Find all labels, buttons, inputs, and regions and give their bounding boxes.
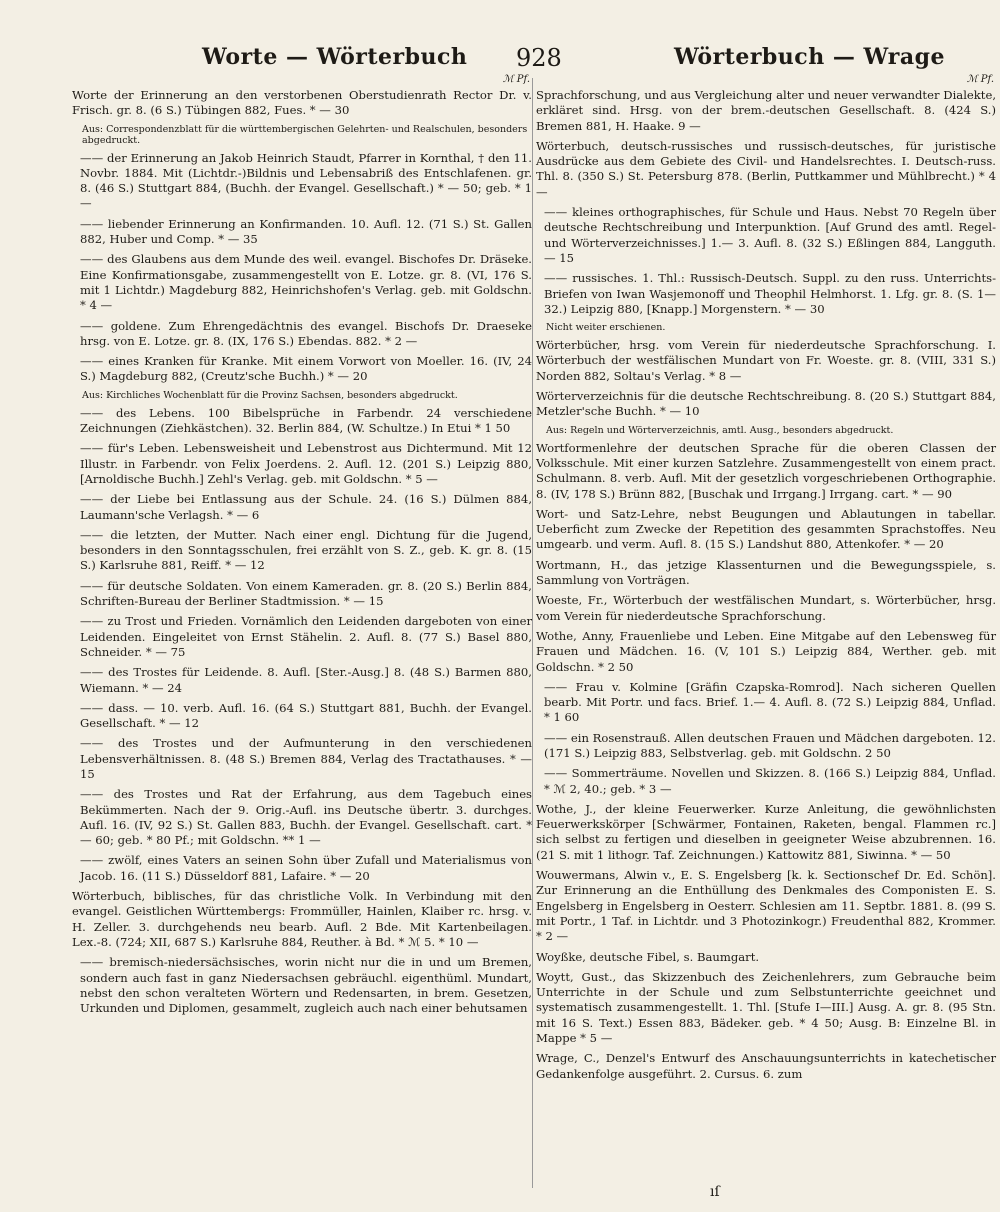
bibliography-entry: Wouwermans, Alwin v., E. S. Engelsberg [k. k. Sectionschef Dr. Ed. Schön]. Zur Erinnerung an die Enthüllung des Denkmales des Componisten E. S. Engelsberg in Engelsberg in Oesterr. Schlesien am 11. Septbr. 1881. 8. (99 S. mit Portr., 1 Taf. in Lichtdr. und 3 Photozinkogr.) Freudenthal 882, Krommer. * 2 — xyxy=(536,868,996,944)
bibliography-entry: —— des Trostes und Rat der Erfahrung, aus dem Tagebuch eines Bekümmerten. Nach der 9. Orig.-Aufl. ins Deutsche übertr. 3. durchges. Aufl. 16. (IV, 92 S.) St. Gallen 883, Buchh. der Evangel. Gesellschaft. cart. * — 60; geb. * 80 Pf.; mit Goldschn. ** 1 — xyxy=(80,787,532,848)
left-column xyxy=(72,74,532,1021)
bibliography-entry: —— des Trostes für Leidende. 8. Aufl. [Ster.-Ausg.] 8. (48 S.) Barmen 880, Wiemann. * — 24 xyxy=(80,665,532,695)
column-divider xyxy=(532,78,533,1188)
bibliography-entry: —— Sommerträume. Novellen und Skizzen. 8. (166 S.) Leipzig 884, Unflad. * ℳ 2, 40.; geb. * 3 — xyxy=(544,766,996,796)
bibliography-entry: —— eines Kranken für Kranke. Mit einem Vorwort von Moeller. 16. (IV, 24 S.) Magdeburg 882, (Creutz'sche Buchh.) * — 20 xyxy=(80,354,532,384)
bibliography-entry: Sprachforschung, und aus Vergleichung alter und neuer verwandter Dialekte, erkläret sind. Hrsg. von der brem.-deutschen Gesellschaft. 8. (424 S.) Bremen 881, H. Haake. 9 — xyxy=(536,88,996,133)
header-right-title: Wörterbuch — Wrage xyxy=(674,44,945,70)
entry-note: Aus: Kirchliches Wochenblatt für die Provinz Sachsen, besonders abgedruckt. xyxy=(82,389,458,401)
bibliography-entry: —— des Glaubens aus dem Munde des weil. evangel. Bischofes Dr. Dräseke. Eine Konfirmationsgabe, zusammengestellt von E. Lotze. gr. 8. (VI, 176 S. mit 1 Lichtdr.) Magdeburg 882, Heinrichshofen's Verlag. geb. mit Goldschn. * 4 — xyxy=(80,252,532,313)
bibliography-entry: —— Frau v. Kolmine [Gräfin Czapska-Romrod]. Nach sicheren Quellen bearb. Mit Portr. und facs. Brief. 1.— 4. Aufl. 8. (72 S.) Leipzig 884, Unflad. * 1 60 xyxy=(544,679,996,725)
currency-column-head: ℳ Pf. xyxy=(966,74,994,85)
bibliography-entry: —— für deutsche Soldaten. Von einem Kameraden. gr. 8. (20 S.) Berlin 884, Schriften-Bureau der Berliner Stadtmission. * — 15 xyxy=(80,578,532,609)
bibliography-entry: —— zwölf, eines Vaters an seinen Sohn über Zufall und Materialismus von Jacob. 16. (11 S.) Düsseldorf 881, Lafaire. * — 20 xyxy=(80,853,532,883)
header-left-title: Worte — Wörterbuch xyxy=(202,44,468,70)
bibliography-entry: —— des Trostes und der Aufmunterung in den verschiedenen Lebensverhältnissen. 8. (48 S.) Bremen 884, Verlag des Tractathauses. * — 15 xyxy=(80,736,532,781)
bibliography-entry: —— bremisch-niedersächsisches, worin nicht nur die in und um Bremen, sondern auch fast in ganz Niedersachsen gebräuchl. eigenthüml. Mundart, nebst den schon veralteten Wörtern und Redensarten, in brem. Gesetzen, Urkunden und Diplomen, gesammelt, zugleich auch nach einer behutsamen xyxy=(80,955,532,1016)
bibliography-entry: —— für's Leben. Lebensweisheit und Lebenstrost aus Dichtermund. Mit 12 Illustr. in Farbendr. von Felix Joerdens. 2. Aufl. 12. (201 S.) Leipzig 880, [Arnoldische Buchh.] Zehl's Verlag. geb. mit Goldschn. * 5 — xyxy=(80,441,532,486)
bibliography-entry: —— der Liebe bei Entlassung aus der Schule. 24. (16 S.) Dülmen 884, Laumann'sche Verlagsh. * — 6 xyxy=(80,492,532,522)
bibliography-entry: Wort- und Satz-Lehre, nebst Beugungen und Ablautungen in tabellar. Ueberficht zum Zwecke der Repetition des gesammten Sprachstoffes. Neu umgearb. und verm. Aufl. 8. (15 S.) Landshut 880, Attenkofer. * — 20 xyxy=(536,506,996,552)
bibliography-entry: —— zu Trost und Frieden. Vornämlich den Leidenden dargeboten von einer Leidenden. Eingeleitet von Ernst Stähelin. 2. Aufl. 8. (77 S.) Basel 880, Schneider. * — 75 xyxy=(80,614,532,659)
bibliography-entry: Wortmann, H., das jetzige Klassenturnen und die Bewegungsspiele, s. Sammlung von Vorträgen. xyxy=(536,557,996,588)
bibliography-entry: Wörterbuch, deutsch-russisches und russisch-deutsches, für juristische Ausdrücke aus dem Gebiete des Civil- und Handelsrechtes. I. Deutsch-russ. Thl. 8. (350 S.) St. Petersburg 878. (Berlin, Puttkammer und Mühlbrecht.) * 4 — xyxy=(536,138,996,199)
bibliography-entry: Wörterverzeichnis für die deutsche Rechtschreibung. 8. (20 S.) Stuttgart 884, Metzler'sche Buchh. * — 10 xyxy=(536,389,996,419)
currency-column-head: ℳ Pf. xyxy=(502,74,530,85)
bibliography-entry: Worte der Erinnerung an den verstorbenen Oberstudienrath Rector Dr. v. Frisch. gr. 8. (6 S.) Tübingen 882, Fues. * — 30 xyxy=(72,88,532,118)
bibliography-entry: —— der Erinnerung an Jakob Heinrich Staudt, Pfarrer in Kornthal, † den 11. Novbr. 1884. Mit (Lichtdr.-)Bildnis und Lebensabriß des Entschlafenen. gr. 8. (46 S.) Stuttgart 884, (Buchh. der Evangel. Gesellschaft.) * — 50; geb. * 1 — xyxy=(80,150,532,211)
bibliography-entry: —— kleines orthographisches, für Schule und Haus. Nebst 70 Regeln über deutsche Rechtschreibung und Interpunktion. [Auf Grund des amtl. Regel- und Wörterverzeichnisses.] 1.— 3. Aufl. 8. (32 S.) Eßlingen 884, Langguth. — 15 xyxy=(544,205,996,265)
bibliography-entry: —— goldene. Zum Ehrengedächtnis des evangel. Bischofs Dr. Draeseke hrsg. von E. Lotze. gr. 8. (IX, 176 S.) Ebendas. 882. * 2 — xyxy=(80,318,532,348)
bibliography-entry: —— liebender Erinnerung an Konfirmanden. 10. Aufl. 12. (71 S.) St. Gallen 882, Huber und Comp. * — 35 xyxy=(80,216,532,247)
bibliography-entry: —— russisches. 1. Thl.: Russisch-Deutsch. Suppl. zu den russ. Unterrichts-Briefen von Iwan Wasjemonoff und Theophil Helmhorst. 1. Lfg. gr. 8. (S. 1—32.) Leipzig 880, [Knapp.] Morgenstern. * — 30 xyxy=(544,271,996,316)
bibliography-entry: Wothe, J., der kleine Feuerwerker. Kurze Anleitung, die gewöhnlichsten Feuerwerkskörper [Schwärmer, Fontainen, Raketen, bengal. Flammen rc.] sich selbst zu fertigen und dieselben in geeigneter Weise abzubrennen. 16. (21 S. mit 1 lithogr. Taf. Zeichnungen.) Kattowitz 881, Siwinna. * — 50 xyxy=(536,801,996,862)
page-mark: ıſ xyxy=(710,1184,720,1200)
bibliography-entry: Wothe, Anny, Frauenliebe und Leben. Eine Mitgabe auf den Lebensweg für Frauen und Mädchen. 16. (V, 101 S.) Leipzig 884, Werther. geb. mit Goldschn. * 2 50 xyxy=(536,628,996,674)
bibliography-entry: Wrage, C., Denzel's Entwurf des Anschauungsunterrichts in katechetischer Gedankenfolge ausgeführt. 2. Cursus. 6. zum xyxy=(536,1051,996,1081)
bibliography-entry: Wörterbücher, hrsg. vom Verein für niederdeutsche Sprachforschung. I. Wörterbuch der westfälischen Mundart von Fr. Woeste. gr. 8. (VIII, 331 S.) Norden 882, Soltau's Verlag. * 8 — xyxy=(536,338,996,383)
bibliography-entry: Woytt, Gust., das Skizzenbuch des Zeichenlehrers, zum Gebrauche beim Unterrichte in der Schule und zum Selbstunterrichte geeichnet und systematisch zusammengestellt. 1. Thl. [Stufe I—III.] Ausg. A. gr. 8. (95 Stn. mit 16 S. Text.) Essen 883, Bädeker. geb. * 4 50; Ausg. B: Einzelne Bl. in Mappe * 5 — xyxy=(536,969,996,1046)
bibliography-entry: —— die letzten, der Mutter. Nach einer engl. Dichtung für die Jugend, besonders in den Sonntagsschulen, frei erzählt von S. Z., geb. K. gr. 8. (15 S.) Karlsruhe 881, Reiff. * — 12 xyxy=(80,527,532,573)
entry-note: Nicht weiter erschienen. xyxy=(546,322,666,334)
right-column xyxy=(536,74,996,1087)
entry-note: Aus: Regeln und Wörterverzeichnis, amtl. Ausg., besonders abgedruckt. xyxy=(546,424,894,436)
bibliography-entry: Woeste, Fr., Wörterbuch der westfälischen Mundart, s. Wörterbücher, hrsg. vom Verein für niederdeutsche Sprachforschung. xyxy=(536,593,996,623)
bibliography-entry: —— des Lebens. 100 Bibelsprüche in Farbendr. 24 verschiedene Zeichnungen (Ziehkästchen). 32. Berlin 884, (W. Schultze.) In Etui * 1 50 xyxy=(80,405,532,436)
page-number: 928 xyxy=(516,44,562,72)
bibliography-entry: —— dass. — 10. verb. Aufl. 16. (64 S.) Stuttgart 881, Buchh. der Evangel. Gesellschaft. * — 12 xyxy=(80,700,532,731)
bibliography-entry: —— ein Rosenstrauß. Allen deutschen Frauen und Mädchen dargeboten. 12. (171 S.) Leipzig 883, Selbstverlag. geb. mit Goldschn. 2 50 xyxy=(544,730,996,760)
bibliography-entry: Woyßke, deutsche Fibel, s. Baumgart. xyxy=(536,949,760,964)
bibliography-entry: Wörterbuch, biblisches, für das christliche Volk. In Verbindung mit den evangel. Geistlichen Württembergs: Frommüller, Hainlen, Klaiber rc. hrsg. v. H. Zeller. 3. durchgehends neu bearb. Aufl. 2 Bde. Mit Kartenbeilagen. Lex.-8. (724; XII, 687 S.) Karlsruhe 884, Reuther. à Bd. * ℳ 5. * 10 — xyxy=(72,889,532,949)
bibliography-entry: Wortformenlehre der deutschen Sprache für die oberen Classen der Volksschule. Mit einer kurzen Satzlehre. Zusammengestellt von einem pract. Schulmann. 8. verb. Aufl. Mit der gesetzlich vorgeschriebenen Orthographie. 8. (IV, 178 S.) Brünn 882, [Buschak und Irrgang.] Irrgang. cart. * — 90 xyxy=(536,440,996,501)
entry-note: Aus: Correspondenzblatt für die württembergischen Gelehrten- und Realschulen, besonders abgedruckt. xyxy=(82,123,528,146)
